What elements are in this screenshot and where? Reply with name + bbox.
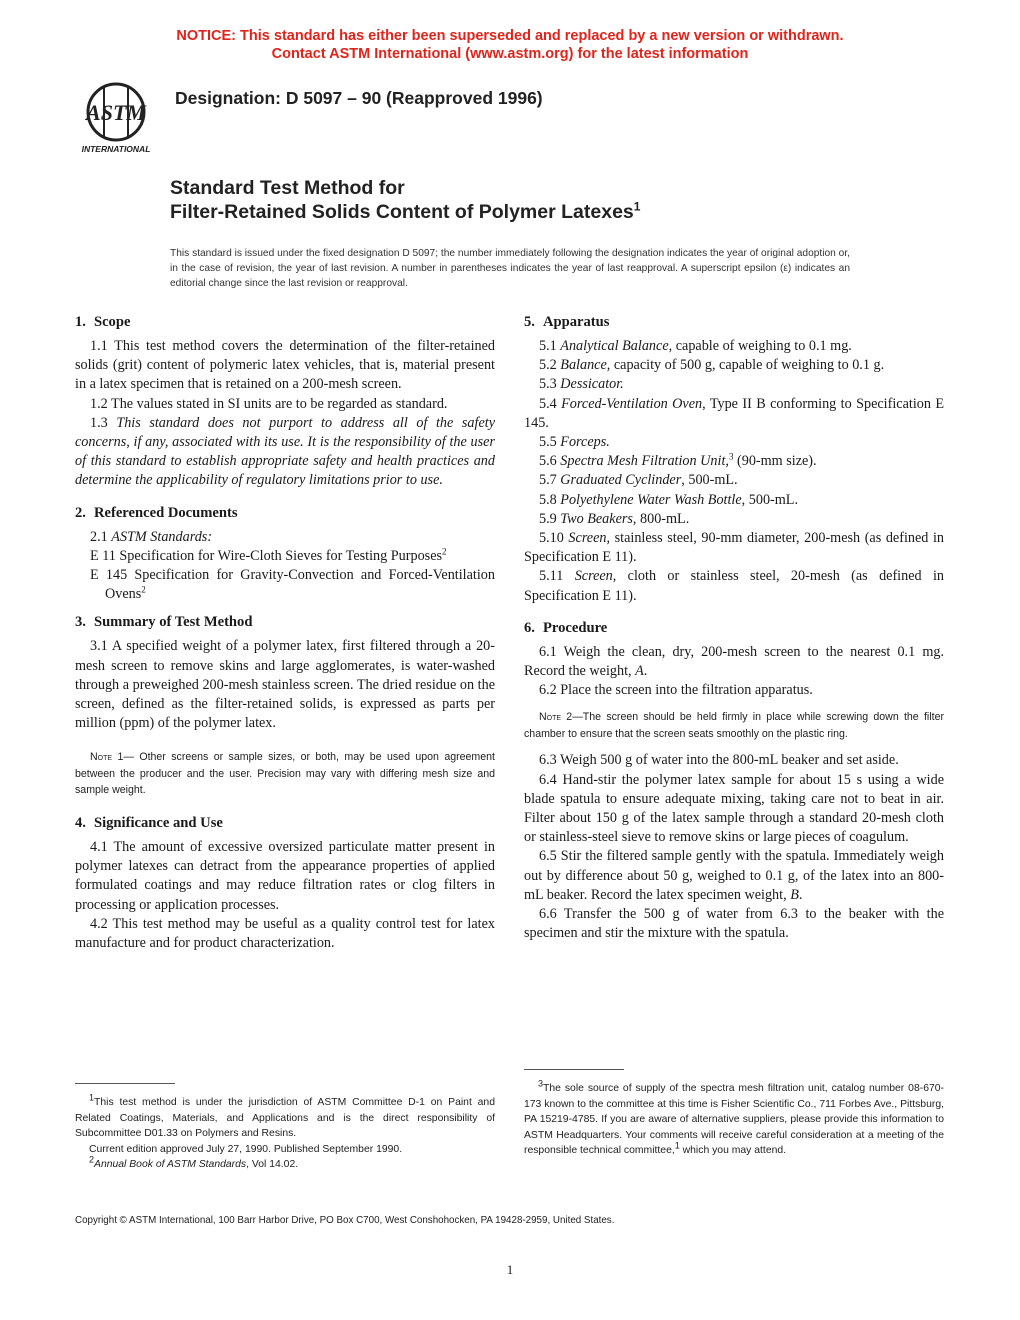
footnote-text: The sole source of supply of the spectra mesh filtration unit, catalog number 08-670-173 known to the committee at this time is Fisher Scientific Co., 711 Forbes Ave., Pittsburg, PA 15219-4785. If you are aware of alternative suppliers, please provide this information to ASTM Headquarters. Your comments will receive careful consideration at a meeting of the responsible technical committee, bbox=[524, 1083, 944, 1157]
item-number: 5.8 bbox=[539, 491, 557, 508]
section-title: Significance and Use bbox=[93, 814, 223, 831]
paragraph-text: 6.1 Weigh the clean, dry, 200-mesh screen to the nearest 0.1 mg. Record the weight, bbox=[524, 643, 944, 680]
paragraph-number: 2.1 bbox=[90, 528, 108, 545]
apparatus-item bbox=[524, 529, 944, 567]
logo-subtitle: INTERNATIONAL bbox=[81, 144, 151, 154]
paragraph-6-3: 6.3 Weigh 500 g of water into the 800-mL beaker and set aside. bbox=[539, 752, 899, 769]
footnote-divider-left bbox=[75, 1083, 175, 1084]
item-number: 5.3 bbox=[539, 376, 557, 393]
reference-text: E 145 Specification for Gravity-Convection and Forced-Ventilation Ovens bbox=[90, 567, 495, 603]
title-line-2-text: Filter-Retained Solids Content of Polymer Latexes bbox=[170, 201, 634, 223]
footnote-divider-right bbox=[524, 1069, 624, 1070]
item-name: Dessicator. bbox=[560, 376, 624, 393]
title-line-2 bbox=[170, 200, 640, 224]
section-number: 5. bbox=[524, 314, 535, 330]
note-text: —The screen should be held firmly in place while screwing down the filter chamber to ensure that the screen seats smoothly on the plastic ring. bbox=[524, 711, 944, 740]
note-2 bbox=[524, 709, 944, 742]
footnote-1 bbox=[75, 1092, 495, 1142]
item-name: Screen bbox=[574, 568, 613, 585]
item-name: Screen bbox=[568, 530, 607, 547]
section-title: Procedure bbox=[542, 619, 608, 636]
paragraph-6-5: 6.5 Stir the filtered sample gently with the spatula. Immediately weigh out by difference about 50 g, weighed to 0.1 g, of the latex into an 800-mL beaker. Record the latex specimen weight, B. bbox=[524, 848, 944, 903]
item-name: Forced-Ventilation Oven bbox=[561, 395, 703, 412]
item-number: 5.9 bbox=[539, 510, 557, 527]
item-name: Spectra Mesh Filtration Unit, bbox=[560, 453, 729, 470]
footnote-ref: 2 bbox=[141, 584, 146, 595]
item-description: , 800-mL. bbox=[632, 510, 690, 527]
apparatus-item bbox=[524, 395, 944, 433]
designation: Designation: D 5097 – 90 (Reapproved 1996) bbox=[175, 88, 543, 108]
apparatus-item bbox=[524, 491, 944, 510]
footnote-text-end: which you may attend. bbox=[679, 1145, 787, 1157]
apparatus-item bbox=[524, 433, 944, 452]
variable-a: A bbox=[635, 663, 644, 680]
section-number: 4. bbox=[75, 814, 86, 831]
footnote-1b: Current edition approved July 27, 1990. Published September 1990. bbox=[89, 1143, 403, 1155]
item-name: Graduated Cyclinder bbox=[560, 472, 682, 489]
item-description: , 500-mL. bbox=[741, 491, 799, 508]
logo-letters: ASTM bbox=[86, 100, 146, 125]
paragraph-6-2: 6.2 Place the screen into the filtration apparatus. bbox=[539, 682, 813, 699]
astm-logo bbox=[70, 78, 162, 156]
item-number: 5.11 bbox=[539, 568, 564, 585]
item-number: 5.1 bbox=[539, 338, 557, 354]
item-name: Polyethylene Water Wash Bottle bbox=[560, 491, 742, 508]
footnote-3 bbox=[524, 1078, 944, 1159]
apparatus-item bbox=[524, 375, 944, 394]
title-footnote-ref: 1 bbox=[633, 199, 641, 214]
section-title: Referenced Documents bbox=[93, 504, 238, 521]
section-heading-procedure bbox=[524, 618, 944, 638]
section-heading-significance bbox=[75, 813, 495, 833]
section-title: Summary of Test Method bbox=[93, 614, 253, 631]
notice-line-1: NOTICE: This standard has either been superseded and replaced by a new version or withdrawn. bbox=[176, 28, 844, 44]
issuance-statement: This standard is issued under the fixed designation D 5097; the number immediately following the designation indicates the year of original adoption or, in the case of revision, the year of last revision. A number in parentheses indicates the year of last reapproval. A superscript epsilon (ε) indicates an editorial change since the last revision or reapproval. bbox=[170, 248, 850, 289]
item-number: 5.7 bbox=[539, 472, 557, 489]
paragraph-text: 6.5 Stir the filtered sample gently with the spatula. Immediately weigh out by difference about 50 g, weighed to 0.1 g, of the latex into an 800-mL beaker. Record the latex specimen weight, bbox=[524, 848, 944, 903]
paragraph-1-3 bbox=[75, 414, 495, 491]
note-text: Other screens or sample sizes, or both, may be used upon agreement between the producer and the user. Precision may vary with differing mesh size and sample weight. bbox=[75, 751, 495, 797]
apparatus-list bbox=[524, 337, 944, 606]
paragraph-number: 1.3 bbox=[90, 414, 108, 431]
footnote-ref: 2 bbox=[442, 546, 447, 557]
notice-line-2: Contact ASTM International (www.astm.org) for the latest information bbox=[271, 46, 749, 62]
apparatus-item bbox=[524, 356, 944, 375]
footnote-text: This test method is under the jurisdiction of ASTM Committee D-1 on Paint and Related Coatings, Materials, and Applications and is the direct responsibility of Subcommittee D01.33 on Polymers and Resins. bbox=[75, 1097, 495, 1140]
right-column bbox=[524, 312, 944, 943]
paragraph-4-2: 4.2 This test method may be useful as a quality control test for latex manufacture and for product characterization. bbox=[75, 915, 495, 951]
apparatus-item bbox=[524, 471, 944, 490]
apparatus-item bbox=[524, 337, 944, 356]
astm-standards-label: ASTM Standards: bbox=[111, 528, 213, 545]
paragraph-6-4: 6.4 Hand-stir the polymer latex sample for about 15 s using a wide blade spatula to ensure adequate mixing, taking care not to beat in air. Filter about 150 g of the latex sample through a standard 20-mesh cloth or stainless-steel sieve to remove skins or large pieces of coagulum. bbox=[524, 771, 944, 846]
item-number: 5.10 bbox=[539, 530, 564, 547]
section-number: 1. bbox=[75, 314, 86, 330]
item-description: , capacity of 500 g, capable of weighing to 0.1 g. bbox=[606, 357, 885, 374]
item-name: Analytical Balance bbox=[560, 338, 669, 354]
paragraph-6-1: 6.1 Weigh the clean, dry, 200-mesh screen to the nearest 0.1 mg. Record the weight, A. bbox=[524, 643, 944, 680]
safety-statement: This standard does not purport to address all of the safety concerns, if any, associated with its use. It is the responsibility of the user of this standard to establish appropriate safety and health practices and determine the applicability of regulatory limitations prior to use. bbox=[75, 414, 495, 489]
footnote-2 bbox=[75, 1154, 495, 1173]
item-description: , Type II B conforming to Specification E 145. bbox=[524, 395, 945, 431]
paragraph-6-6: 6.6 Transfer the 500 g of water from 6.3 to the beaker with the specimen and stir the mixture with the spatula. bbox=[524, 906, 944, 942]
section-title: Scope bbox=[93, 314, 131, 330]
item-name: Forceps. bbox=[560, 434, 610, 451]
section-heading-apparatus bbox=[524, 312, 944, 332]
paragraph-1-2: 1.2 The values stated in SI units are to be regarded as standard. bbox=[90, 395, 448, 412]
section-heading-summary bbox=[75, 612, 495, 632]
paragraph-2-1 bbox=[75, 528, 495, 547]
reference-text: E 11 Specification for Wire-Cloth Sieves for Testing Purposes bbox=[90, 547, 443, 564]
variable-b: B bbox=[790, 886, 799, 903]
footnote-ref: 1 bbox=[674, 1140, 680, 1151]
note-label: Note 2 bbox=[539, 711, 573, 724]
footnote-marker: 3 bbox=[538, 1078, 544, 1089]
item-number: 5.2 bbox=[539, 357, 557, 374]
document-title bbox=[170, 176, 640, 224]
paragraph-3-1: 3.1 A specified weight of a polymer latex, first filtered through a 20-mesh screen to remove skins and large agglomerates, is water-washed through a preweighed 200-mesh stainless screen. The dried residue on the screen, defined as the filter-retained solids, is expressed as parts per million (ppm) of the polymer latex. bbox=[75, 638, 495, 732]
reference-e11 bbox=[90, 547, 495, 566]
footnote-ref: 3 bbox=[728, 451, 734, 462]
apparatus-item bbox=[524, 567, 944, 605]
section-number: 3. bbox=[75, 614, 86, 631]
withdrawal-notice bbox=[0, 27, 1020, 63]
paragraph-4-1: 4.1 The amount of excessive oversized particulate matter present in polymer latexes can detract from the appearance properties of applied formulated coatings and may reduce filtration rates or clog filters in processing or application processes. bbox=[75, 838, 495, 913]
section-title: Apparatus bbox=[542, 314, 610, 330]
title-line-1: Standard Test Method for bbox=[170, 177, 405, 199]
page-number: 1 bbox=[506, 1262, 514, 1277]
footnotes-right bbox=[524, 1078, 944, 1159]
item-number: 5.4 bbox=[539, 395, 557, 412]
apparatus-item bbox=[524, 452, 944, 471]
left-column bbox=[75, 312, 495, 953]
note-label: Note 1— bbox=[90, 751, 134, 764]
item-number: 5.6 bbox=[539, 453, 557, 470]
item-description: , 500-mL. bbox=[681, 472, 738, 489]
note-1 bbox=[75, 749, 495, 799]
item-description: , cloth or stainless steel, 20-mesh (as defined in Specification E 11). bbox=[524, 568, 945, 604]
item-number: 5.5 bbox=[539, 434, 557, 451]
apparatus-item bbox=[524, 510, 944, 529]
footnotes-left bbox=[75, 1092, 495, 1173]
item-description: (90-mm size). bbox=[733, 453, 817, 470]
item-description: , stainless steel, 90-mm diameter, 200-mesh (as defined in Specification E 11). bbox=[524, 530, 944, 566]
section-heading-referenced-documents bbox=[75, 503, 495, 523]
section-number: 2. bbox=[75, 504, 86, 521]
footnote-marker: 1 bbox=[89, 1092, 95, 1103]
item-name: Balance bbox=[560, 357, 607, 374]
footnote-text: Annual Book of ASTM Standards bbox=[94, 1159, 247, 1171]
paragraph-1-1: 1.1 This test method covers the determination of the filter-retained solids (grit) content of polymeric latex vehicles, that is, material present in a latex specimen that is retained on a 200-mesh screen. bbox=[75, 338, 495, 393]
item-description: , capable of weighing to 0.1 mg. bbox=[668, 338, 852, 354]
copyright: Copyright © ASTM International, 100 Barr Harbor Drive, PO Box C700, West Conshohocken, PA 19428-2959, United States. bbox=[75, 1215, 615, 1226]
footnote-marker: 2 bbox=[89, 1154, 95, 1165]
section-number: 6. bbox=[524, 619, 535, 636]
astm-logo-icon bbox=[70, 78, 162, 156]
footnote-text-rest: , Vol 14.02. bbox=[246, 1159, 299, 1171]
item-name: Two Beakers bbox=[560, 510, 633, 527]
section-heading-scope bbox=[75, 312, 495, 332]
reference-e145 bbox=[90, 566, 495, 604]
